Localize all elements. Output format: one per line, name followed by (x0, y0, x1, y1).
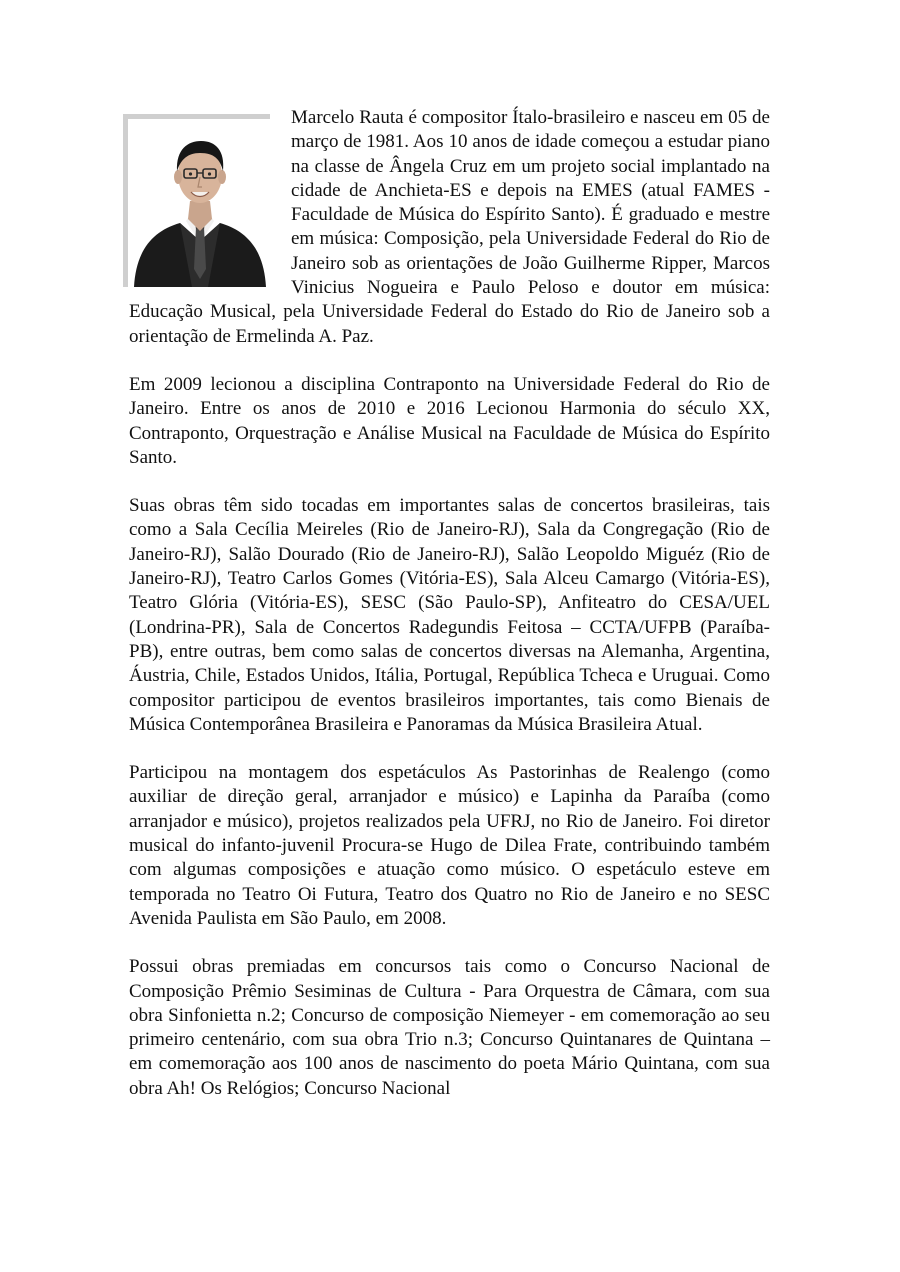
paragraph-teaching: Em 2009 lecionou a disciplina Contraponto na Universidade Federal do Rio de Janeiro. Entre os anos de 2010 e 2016 Lecionou Harmonia do século XX, Contraponto, Orquestração e Análise Musical na Faculdade de Música do Espírito Santo. (129, 373, 770, 468)
paragraph-productions: Participou na montagem dos espetáculos As Pastorinhas de Realengo (como auxiliar de direção geral, arranjador e músico) e Lapinha da Paraíba (como arranjador e músico), projetos realizados pela UFRJ, no Rio de Janeiro. Foi diretor musical do infanto-juvenil Procura-se Hugo de Dilea Frate, contribuindo também com algumas composições e atuação como músico. O espetáculo esteve em temporada no Teatro Oi Futura, Teatro dos Quatro no Rio de Janeiro e no SESC Avenida Paulista em São Paulo, em 2008. (129, 762, 770, 929)
paragraph-awards: Possui obras premiadas em concursos tais como o Concurso Nacional de Composição Prêmio Sesiminas de Cultura - Para Orquestra de Câmara, com sua obra Sinfonietta n.2; Concurso de composição Niemeyer - em comemoração ao seu primeiro centenário, com sua obra Trio n.3; Concurso Quintanares de Quintana – em comemoração aos 100 anos de nascimento do poeta Mário Quintana, com sua obra Ah! Os Relógios; Concurso Nacional (129, 956, 770, 1099)
portrait-photo (123, 114, 270, 287)
paragraph-performances: Suas obras têm sido tocadas em importantes salas de concertos brasileiras, tais como a Sala Cecília Meireles (Rio de Janeiro-RJ), Sala da Congregação (Rio de Janeiro-RJ), Salão Dourado (Rio de Janeiro-RJ), Salão Leopoldo Miguéz (Rio de Janeiro-RJ), Teatro Carlos Gomes (Vitória-ES), Sala Alceu Camargo (Vitória-ES), Teatro Glória (Vitória-ES), SESC (São Paulo-SP), Anfiteatro do CESA/UEL (Londrina-PR), Sala de Concertos Radegundis Feitosa – CCTA/UFPB (Paraíba-PB), entre outras, bem como salas de concertos diversas na Alemanha, Argentina, Áustria, Chile, Estados Unidos, Itália, Portugal, República Tcheca e Uruguai. Como compositor participou de eventos brasileiros importantes, tais como Bienais de Música Contemporânea Brasileira e Panoramas da Música Brasileira Atual. (129, 495, 770, 735)
paragraph-text: Marcelo Rauta é compositor Ítalo-brasileiro e nasceu em 05 de março de 1981. Aos 10 anos de idade começou a estudar piano na classe de Ângela Cruz em um projeto social implantado na cidade de Anchieta-ES e depois na EMES (atual FAMES - Faculdade de Música do Espírito Santo). É graduado e mestre em música: Composição, pela Universidade Federal do Rio de Janeiro sob as orientações de João Guilherme Ripper, Marcos Vinicius Nogueira e Paulo Peloso e doutor em música: Educação Musical, pela Universidade Federal do Estado do Rio de Janeiro sob a orientação de Ermelinda A. Paz. (129, 107, 770, 347)
document-page (129, 106, 770, 1101)
portrait-illustration (128, 119, 270, 287)
paragraph-biography-intro (129, 106, 770, 349)
